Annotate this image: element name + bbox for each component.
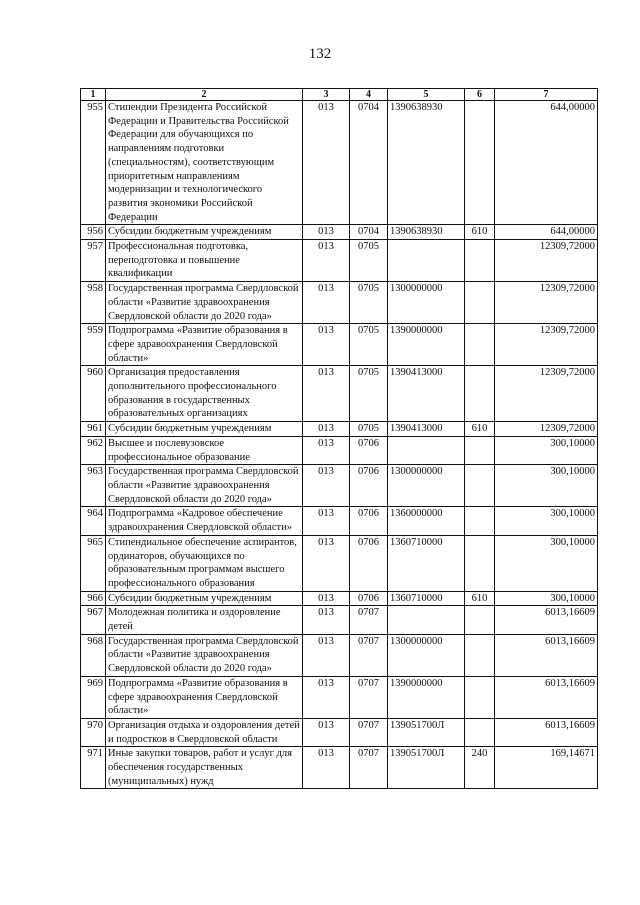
- row-amount: 12309,72000: [495, 282, 598, 324]
- row-section-code: 0705: [350, 366, 388, 422]
- table-row: [81, 282, 598, 324]
- header-col-2: 2: [106, 89, 303, 101]
- row-target-article: 1390413000: [388, 366, 465, 422]
- row-target-article: 1390000000: [388, 676, 465, 718]
- row-amount: 12309,72000: [495, 366, 598, 422]
- row-amount: 12309,72000: [495, 324, 598, 366]
- row-ministry-code: 013: [303, 225, 350, 240]
- row-ministry-code: 013: [303, 676, 350, 718]
- row-expense-type: 240: [465, 747, 495, 789]
- row-name: Субсидии бюджетным учреждениям: [106, 591, 303, 606]
- row-expense-type: [465, 101, 495, 225]
- row-ministry-code: 013: [303, 436, 350, 464]
- row-target-article: 1390000000: [388, 324, 465, 366]
- row-amount: 169,14671: [495, 747, 598, 789]
- row-target-article: 1360000000: [388, 507, 465, 535]
- table-row: [81, 507, 598, 535]
- table-row: [81, 366, 598, 422]
- row-ministry-code: 013: [303, 240, 350, 282]
- row-expense-type: [465, 366, 495, 422]
- row-number: 956: [81, 225, 106, 240]
- row-ministry-code: 013: [303, 591, 350, 606]
- row-section-code: 0707: [350, 676, 388, 718]
- row-name: Стипендии Президента Российской Федерации и Правительства Российской Федерации для обучающихся по направлениям подготовки (специальностям), соответствующим приоритетным направлениям модернизации и технологического развития экономики Российской Федерации: [106, 101, 303, 225]
- table-row: [81, 422, 598, 437]
- row-target-article: [388, 436, 465, 464]
- row-expense-type: [465, 282, 495, 324]
- row-number: 958: [81, 282, 106, 324]
- row-ministry-code: 013: [303, 101, 350, 225]
- table-row: [81, 718, 598, 746]
- row-amount: 300,10000: [495, 436, 598, 464]
- header-col-5: 5: [388, 89, 465, 101]
- row-ministry-code: 013: [303, 606, 350, 634]
- row-ministry-code: 013: [303, 634, 350, 676]
- row-number: 962: [81, 436, 106, 464]
- table-row: [81, 676, 598, 718]
- row-section-code: 0706: [350, 465, 388, 507]
- row-target-article: 1300000000: [388, 634, 465, 676]
- row-ministry-code: 013: [303, 324, 350, 366]
- row-amount: 12309,72000: [495, 240, 598, 282]
- row-amount: 6013,16609: [495, 718, 598, 746]
- row-number: 971: [81, 747, 106, 789]
- header-col-4: 4: [350, 89, 388, 101]
- row-ministry-code: 013: [303, 535, 350, 591]
- row-section-code: 0706: [350, 535, 388, 591]
- row-number: 955: [81, 101, 106, 225]
- header-col-3: 3: [303, 89, 350, 101]
- row-name: Молодежная политика и оздоровление детей: [106, 606, 303, 634]
- row-section-code: 0707: [350, 718, 388, 746]
- row-number: 967: [81, 606, 106, 634]
- table-row: [81, 634, 598, 676]
- row-amount: 644,00000: [495, 101, 598, 225]
- table-row: [81, 606, 598, 634]
- table-row: [81, 436, 598, 464]
- row-section-code: 0705: [350, 282, 388, 324]
- row-name: Подпрограмма «Развитие образования в сфере здравоохранения Свердловской области»: [106, 676, 303, 718]
- row-amount: 300,10000: [495, 591, 598, 606]
- header-col-1: 1: [81, 89, 106, 101]
- row-expense-type: [465, 465, 495, 507]
- row-amount: 300,10000: [495, 535, 598, 591]
- row-section-code: 0705: [350, 324, 388, 366]
- row-name: Организация отдыха и оздоровления детей и подростков в Свердловской области: [106, 718, 303, 746]
- row-target-article: 1300000000: [388, 282, 465, 324]
- row-ministry-code: 013: [303, 718, 350, 746]
- row-number: 970: [81, 718, 106, 746]
- row-section-code: 0706: [350, 507, 388, 535]
- row-number: 964: [81, 507, 106, 535]
- table-row: [81, 225, 598, 240]
- page-number: 132: [308, 46, 332, 62]
- row-target-article: 1390638930: [388, 101, 465, 225]
- table-row: [81, 465, 598, 507]
- row-section-code: 0706: [350, 591, 388, 606]
- row-amount: 12309,72000: [495, 422, 598, 437]
- header-row: [81, 89, 598, 101]
- row-target-article: 1390638930: [388, 225, 465, 240]
- table-row: [81, 324, 598, 366]
- row-target-article: 1360710000: [388, 591, 465, 606]
- row-ministry-code: 013: [303, 422, 350, 437]
- row-ministry-code: 013: [303, 465, 350, 507]
- row-section-code: 0706: [350, 436, 388, 464]
- row-section-code: 0704: [350, 225, 388, 240]
- row-name: Субсидии бюджетным учреждениям: [106, 422, 303, 437]
- row-target-article: [388, 240, 465, 282]
- row-amount: 300,10000: [495, 507, 598, 535]
- row-section-code: 0707: [350, 634, 388, 676]
- row-number: 968: [81, 634, 106, 676]
- row-target-article: 1300000000: [388, 465, 465, 507]
- table-row: [81, 101, 598, 225]
- table-row: [81, 240, 598, 282]
- row-target-article: 139051700Л: [388, 747, 465, 789]
- budget-table: [80, 88, 598, 789]
- row-expense-type: [465, 324, 495, 366]
- row-ministry-code: 013: [303, 507, 350, 535]
- row-expense-type: [465, 634, 495, 676]
- row-name: Организация предоставления дополнительного профессионального образования в государственных образовательных организациях: [106, 366, 303, 422]
- row-expense-type: [465, 507, 495, 535]
- row-expense-type: [465, 240, 495, 282]
- row-amount: 644,00000: [495, 225, 598, 240]
- row-section-code: 0705: [350, 240, 388, 282]
- row-amount: 6013,16609: [495, 606, 598, 634]
- row-expense-type: 610: [465, 225, 495, 240]
- row-target-article: [388, 606, 465, 634]
- row-expense-type: 610: [465, 591, 495, 606]
- row-expense-type: 610: [465, 422, 495, 437]
- row-name: Подпрограмма «Развитие образования в сфере здравоохранения Свердловской области»: [106, 324, 303, 366]
- row-expense-type: [465, 436, 495, 464]
- row-target-article: 1390413000: [388, 422, 465, 437]
- row-number: 959: [81, 324, 106, 366]
- row-name: Государственная программа Свердловской области «Развитие здравоохранения Свердловской области до 2020 года»: [106, 634, 303, 676]
- row-amount: 6013,16609: [495, 676, 598, 718]
- row-ministry-code: 013: [303, 282, 350, 324]
- row-expense-type: [465, 606, 495, 634]
- row-name: Стипендиальное обеспечение аспирантов, ординаторов, обучающихся по образовательным программам высшего профессионального образования: [106, 535, 303, 591]
- row-name: Подпрограмма «Кадровое обеспечение здравоохранения Свердловской области»: [106, 507, 303, 535]
- row-name: Профессиональная подготовка, переподготовка и повышение квалификации: [106, 240, 303, 282]
- row-section-code: 0704: [350, 101, 388, 225]
- row-name: Иные закупки товаров, работ и услуг для обеспечения государственных (муниципальных) нужд: [106, 747, 303, 789]
- row-ministry-code: 013: [303, 747, 350, 789]
- row-target-article: 139051700Л: [388, 718, 465, 746]
- row-section-code: 0707: [350, 606, 388, 634]
- row-number: 963: [81, 465, 106, 507]
- header-col-7: 7: [495, 89, 598, 101]
- row-number: 966: [81, 591, 106, 606]
- row-number: 969: [81, 676, 106, 718]
- header-col-6: 6: [465, 89, 495, 101]
- row-ministry-code: 013: [303, 366, 350, 422]
- table-row: [81, 747, 598, 789]
- row-number: 960: [81, 366, 106, 422]
- row-number: 957: [81, 240, 106, 282]
- table-row: [81, 535, 598, 591]
- table-row: [81, 591, 598, 606]
- row-expense-type: [465, 718, 495, 746]
- row-name: Высшее и послевузовское профессиональное образование: [106, 436, 303, 464]
- row-section-code: 0705: [350, 422, 388, 437]
- row-name: Государственная программа Свердловской области «Развитие здравоохранения Свердловской области до 2020 года»: [106, 282, 303, 324]
- row-section-code: 0707: [350, 747, 388, 789]
- row-amount: 300,10000: [495, 465, 598, 507]
- row-expense-type: [465, 535, 495, 591]
- row-name: Субсидии бюджетным учреждениям: [106, 225, 303, 240]
- row-number: 965: [81, 535, 106, 591]
- row-target-article: 1360710000: [388, 535, 465, 591]
- row-name: Государственная программа Свердловской области «Развитие здравоохранения Свердловской области до 2020 года»: [106, 465, 303, 507]
- row-expense-type: [465, 676, 495, 718]
- row-amount: 6013,16609: [495, 634, 598, 676]
- row-number: 961: [81, 422, 106, 437]
